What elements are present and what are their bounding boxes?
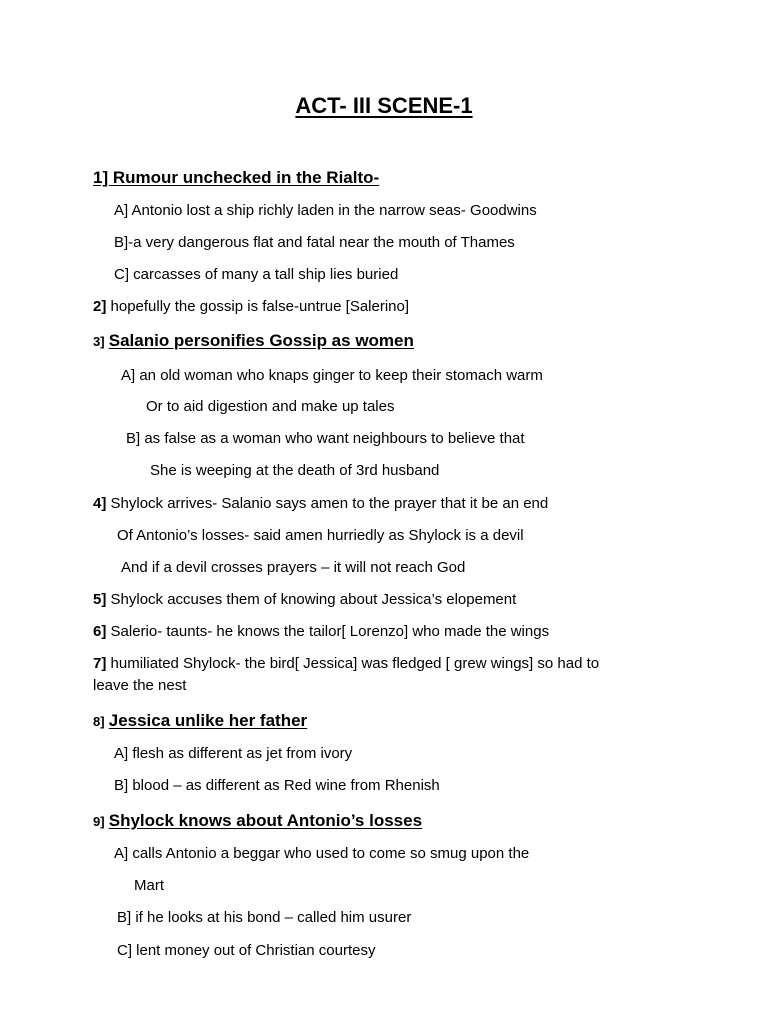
section-7-line-2: leave the nest [93,677,187,694]
section-3-heading-line [93,330,414,353]
section-8-point-a: A] flesh as different as jet from ivory [114,745,353,762]
section-5-text: Shylock accuses them of knowing about Jessica’s elopement [106,591,517,608]
section-6-number: 6] [93,623,107,640]
section-7-line-1 [93,653,599,675]
section-3-point-b-line-1: B] as false as a woman who want neighbours to believe that [126,430,525,447]
section-2-number: 2] [93,298,107,315]
section-2-text: hopefully the gossip is false-untrue [Salerino] [106,298,410,315]
section-5 [93,589,516,611]
section-2 [93,296,409,318]
section-4-text: Shylock arrives- Salanio says amen to the prayer that it be an end [106,495,549,512]
section-8-point-b: B] blood – as different as Red wine from Rhenish [114,777,440,794]
section-8-heading-line [93,710,307,733]
section-3-heading: Salanio personifies Gossip as women [108,331,414,350]
section-1-heading: 1] Rumour unchecked in the Rialto- [93,168,380,187]
section-4-line-3: And if a devil crosses prayers – it will not reach God [121,559,466,576]
section-5-number: 5] [93,591,107,608]
section-9-number: 9] [93,814,105,829]
section-3-point-b-line-2: She is weeping at the death of 3rd husband [150,462,440,479]
section-9-point-a-line-2: Mart [134,877,164,894]
section-4-number: 4] [93,495,107,512]
section-8-heading: Jessica unlike her father [108,711,308,730]
section-4-line-1 [93,493,548,515]
section-1-point-b: B]-a very dangerous flat and fatal near the mouth of Thames [114,234,515,251]
section-9-point-a-line-1: A] calls Antonio a beggar who used to come so smug upon the [114,845,530,862]
section-9-heading: Shylock knows about Antonio’s losses [108,811,423,830]
section-3-number: 3] [93,334,105,349]
section-7-number: 7] [93,655,107,672]
section-6 [93,621,549,643]
section-6-text: Salerio- taunts- he knows the tailor[ Lorenzo] who made the wings [106,623,550,640]
section-1-point-c: C] carcasses of many a tall ship lies buried [114,266,399,283]
section-7-text: humiliated Shylock- the bird[ Jessica] was fledged [ grew wings] so had to [106,655,600,672]
section-9-point-c: C] lent money out of Christian courtesy [117,942,376,959]
page-title: ACT- III SCENE-1 [295,93,473,118]
section-9-heading-line [93,810,422,833]
section-3-point-a-line-1: A] an old woman who knaps ginger to keep their stomach warm [121,367,543,384]
section-9-point-b: B] if he looks at his bond – called him usurer [117,909,412,926]
section-4-line-2: Of Antonio’s losses- said amen hurriedly as Shylock is a devil [117,527,524,544]
section-1-point-a: A] Antonio lost a ship richly laden in the narrow seas- Goodwins [114,202,537,219]
section-3-point-a-line-2: Or to aid digestion and make up tales [146,398,395,415]
section-8-number: 8] [93,714,105,729]
